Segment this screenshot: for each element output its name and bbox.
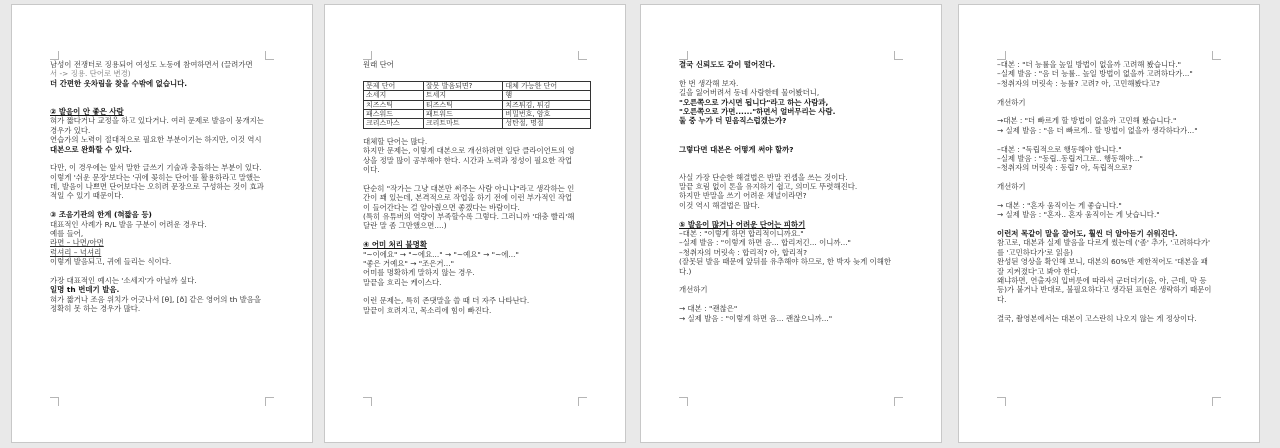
text-line: 다만, 이 경우에는 앞서 말한 글쓰기 기술과 충돌하는 부분이 있다. bbox=[50, 163, 262, 173]
text-line: 럭셔리 – 넉셔리 bbox=[50, 247, 102, 257]
table-cell: 비밀번호, 암호 bbox=[503, 110, 591, 119]
text-line: ② 발음이 안 좋은 사람 bbox=[50, 106, 124, 116]
text-line: –청취자의 머릿속 : 능률? 고려? 아, 고민해봤다고? bbox=[997, 78, 1160, 88]
text-line: "~이에요" → "~에요..." → "~예요" → "~에..." bbox=[363, 249, 519, 259]
blank-line bbox=[50, 88, 278, 97]
text-line: 사실 가장 단순한 해결법은 반말 컨셉을 쓰는 것이다. bbox=[679, 172, 848, 182]
text-line: 이렇게 '쉬운 문장'보다는 '귀에 꽂히는 단어'를 활용하라고 말했는 bbox=[50, 172, 261, 182]
text-line: 달란 말 좀 그만했으면....) bbox=[363, 221, 447, 231]
text-line: ④ 어미 처리 불명확 bbox=[363, 240, 427, 250]
text-line: –실제 발음 : "음 더 능률.. 높일 방법이 없을까 고려하다가..." bbox=[997, 69, 1193, 79]
blank-line bbox=[997, 304, 1225, 313]
text-line: 다. bbox=[997, 294, 1007, 304]
text-line: 더 간편한 옷차림을 찾을 수밖에 없습니다. bbox=[50, 78, 188, 88]
table-cell: 트세지 bbox=[423, 91, 502, 100]
margin-mark bbox=[1212, 51, 1221, 60]
text-line: → 실제 발음 : "이렇게 하면 음... 괜찮으니까..." bbox=[679, 313, 833, 323]
word-table bbox=[363, 81, 591, 129]
table-header-cell: 잘못 발음되면? bbox=[423, 81, 502, 90]
table-row bbox=[364, 100, 591, 109]
text-line: 결국, 촬영본에서는 대본이 고스란히 나오지 않는 게 정상이다. bbox=[997, 313, 1197, 323]
text-line: 개선하기 bbox=[679, 285, 708, 295]
table-row bbox=[364, 110, 591, 119]
text-line: –실제 발음 : "동립..동립저그로.. 행동해야..." bbox=[997, 153, 1143, 163]
table-row bbox=[364, 91, 591, 100]
blank-line bbox=[679, 295, 907, 304]
table-cell: 치즈스틱 bbox=[364, 100, 424, 109]
text-line: 결국 신뢰도도 같이 떨어진다. bbox=[679, 60, 776, 69]
text-line: 이다. bbox=[363, 164, 380, 174]
text-line: 가장 대표적인 예시는 '소세지'가 아닐까 싶다. bbox=[50, 275, 197, 285]
margin-mark bbox=[50, 397, 59, 406]
page-text bbox=[50, 60, 278, 314]
page-text bbox=[997, 60, 1225, 323]
margin-mark bbox=[578, 51, 587, 60]
margin-mark bbox=[363, 397, 372, 406]
blank-line bbox=[363, 174, 591, 183]
text-line: 상을 정말 많이 공부해야 한다. 시간과 노력과 정성이 필요한 작업 bbox=[363, 155, 573, 165]
text-line: 말끝을 흐리는 케이스다. bbox=[363, 277, 442, 287]
blank-line bbox=[679, 163, 907, 172]
text-line: 어미를 명확하게 말하지 않는 경우. bbox=[363, 268, 475, 278]
text-line: → 실제 발음 : "혼자.. 혼자 움직이는 게 낫습니다." bbox=[997, 210, 1160, 220]
blank-line bbox=[679, 126, 907, 135]
text-line: 적일 수 있기 때문이다. bbox=[50, 191, 124, 201]
text-line: 서 -> 징용. 단어로 변경) bbox=[50, 69, 131, 79]
text-line: 다.) bbox=[679, 266, 692, 276]
text-line: (특히 유튜버의 역량이 부족할수록 그렇다. 그러니까 '대충 빨리'해 bbox=[363, 211, 575, 221]
margin-mark bbox=[894, 51, 903, 60]
blank-line bbox=[50, 201, 278, 210]
text-line: 혀가 짧다거나 교정을 하고 있다거나. 여러 문제로 발음이 뭉개지는 bbox=[50, 116, 264, 126]
text-line: 한 번 생각해 보자. bbox=[679, 78, 739, 88]
margin-mark bbox=[363, 51, 372, 60]
blank-line bbox=[679, 154, 907, 163]
text-line: –대본 : "독립적으로 행동해야 합니다." bbox=[997, 144, 1122, 154]
text-line: 혀가 짧거나 조음 위치가 어긋나서 [θ], [ð] 같은 영어의 th 발음을 bbox=[50, 294, 262, 304]
document-page-2 bbox=[325, 5, 625, 442]
blank-line bbox=[50, 98, 278, 107]
text-line: 그렇다면 대본은 어떻게 써야 할까? bbox=[679, 144, 794, 154]
table-cell: 햄 bbox=[503, 91, 591, 100]
text-line: (잘못된 발음 때문에 앞뒤를 유추해야 하므로, 한 박자 늦게 이해한 bbox=[679, 257, 892, 267]
text-line: 개선하기 bbox=[997, 97, 1026, 107]
margin-mark bbox=[265, 397, 274, 406]
text-line: 등)가 붙거나 반대로, 불필요하다고 생각된 표현은 생략하기 때문이 bbox=[997, 285, 1212, 295]
table-cell: 패트워드 bbox=[423, 110, 502, 119]
margin-mark bbox=[997, 51, 1006, 60]
blank-line bbox=[363, 287, 591, 296]
blank-line bbox=[997, 107, 1225, 116]
text-line: 경우가 있다. bbox=[50, 125, 91, 135]
text-line: 잘 지켜졌다'고 봐야 한다. bbox=[997, 266, 1080, 276]
table-header-cell: 대체 가능한 단어 bbox=[503, 81, 591, 90]
blank-line bbox=[679, 276, 907, 285]
table-header-cell: 문제 단어 bbox=[364, 81, 424, 90]
document-page-1 bbox=[12, 5, 312, 442]
text-line: 연습가의 노력이 절대적으로 필요한 부분이기는 하지만, 이것 역시 bbox=[50, 135, 262, 145]
text-line: ⑤ 발음이 많거나 어려운 단어는 피하기 bbox=[679, 219, 806, 229]
text-line: 대본으로 완화할 수 있다. bbox=[50, 144, 132, 154]
table-row bbox=[364, 119, 591, 128]
blank-line bbox=[50, 154, 278, 163]
text-line: 남성이 전쟁터로 징용되어 여성도 노동에 참여하면서 (끌려가면 bbox=[50, 60, 253, 69]
text-line: ③ 조음기관의 한계 (혀짧음 등) bbox=[50, 210, 152, 220]
blank-line bbox=[997, 191, 1225, 200]
table-cell: 패스워드 bbox=[364, 110, 424, 119]
text-line: → 대본 : "괜찮은" bbox=[679, 304, 738, 314]
margin-mark bbox=[997, 397, 1006, 406]
margin-mark bbox=[50, 51, 59, 60]
page-text bbox=[679, 60, 907, 323]
blank-line bbox=[997, 135, 1225, 144]
text-line: 하지만 반말을 쓰기 어려운 채널이라면? bbox=[679, 191, 807, 201]
text-line: "오른쪽으로 가시면 됩니다"라고 하는 사람과, bbox=[679, 97, 829, 107]
text-line: 둘 중 누가 더 믿음직스럽겠는가? bbox=[679, 116, 787, 126]
margin-mark bbox=[265, 51, 274, 60]
margin-mark bbox=[578, 397, 587, 406]
table-cell: 크리스마스 bbox=[364, 119, 424, 128]
text-line: –실제 발음 : "이렇게 하면 음... 합리저긴... 이니까..." bbox=[679, 238, 851, 248]
text-line: 라면 – 나면/아면 bbox=[50, 238, 104, 248]
table-cell: 티즈스틱 bbox=[423, 100, 502, 109]
text-line: 이것 역시 해결법은 많다. bbox=[679, 200, 760, 210]
text-line: 대체할 단어는 많다. bbox=[363, 136, 428, 146]
text-line: 단순히 "작가는 그냥 대본만 써주는 사람 아니냐"라고 생각하는 인 bbox=[363, 183, 575, 193]
text-line: –청취자의 머릿속 : 동립? 아, 독립적으로? bbox=[997, 163, 1133, 173]
text-line: → 실제 발음 : "음 더 빠르게.. 할 방법이 없을까 생각하다가..." bbox=[997, 125, 1198, 135]
margin-mark bbox=[1212, 397, 1221, 406]
blank-line bbox=[997, 88, 1225, 97]
text-line: 대표적인 사례가 R/L 발음 구분이 어려운 경우다. bbox=[50, 219, 207, 229]
document-page-3 bbox=[641, 5, 941, 442]
text-line: –대본 : "이렇게 하면 합리적이니까요." bbox=[679, 229, 804, 239]
blank-line bbox=[679, 69, 907, 78]
text-line: 정확히 못 하는 경우가 많다. bbox=[50, 304, 141, 314]
text-line: 말끝 흐림 없이 톤을 유지하기 쉽고, 의미도 뚜렷해진다. bbox=[679, 182, 858, 192]
table-cell: 소세지 bbox=[364, 91, 424, 100]
blank-line bbox=[679, 210, 907, 219]
text-line: –대본 : "더 능률을 높일 방법이 없을까 고려해 봤습니다." bbox=[997, 60, 1182, 69]
text-line: 말끝이 흐려지고, 목소리에 힘이 빠진다. bbox=[363, 305, 492, 315]
text-line: 데, 발음이 나쁘면 단어보다는 오히려 문장으로 구성하는 것이 효과 bbox=[50, 182, 264, 192]
text-line: 를 '고민하다가'로 읽음) bbox=[997, 247, 1073, 257]
table-header-row bbox=[364, 81, 591, 90]
page-text bbox=[363, 60, 591, 315]
blank-line bbox=[363, 231, 591, 240]
text-line: 이렇게 발음되고, 귀에 들리는 식이다. bbox=[50, 257, 172, 267]
text-line: 이런 문제는, 특히 존댓말을 쓸 때 더 자주 나타난다. bbox=[363, 296, 530, 306]
blank-line bbox=[50, 267, 278, 276]
text-line: 이런저 목같이 말을 잘어도, 훨씬 더 알아듣기 쉬워진다. bbox=[997, 229, 1178, 239]
text-line: → 대본 : "혼자 움직이는 게 좋습니다." bbox=[997, 200, 1122, 210]
blank-line bbox=[997, 173, 1225, 182]
table-cell: 성탄절, 명절 bbox=[503, 119, 591, 128]
text-line: 왜냐하면, 연출자의 입버릇에 따라서 군더더기(음, 아, 근데, 막 등 bbox=[997, 275, 1207, 285]
text-line: 이 들어간다는 걸 알아줬으면 좋겠다는 바람이다. bbox=[363, 202, 520, 212]
text-line: 간이 꽤 있는데, 본격적으로 작업을 하기 전에 이런 부가적인 작업 bbox=[363, 193, 573, 203]
table-cell: 크리트마트 bbox=[423, 119, 502, 128]
blank-line bbox=[679, 135, 907, 144]
table-cell: 치즈튀김, 튀김 bbox=[503, 100, 591, 109]
text-line: 완성된 영상을 확인해 보니, 대본의 60%만 제한적어도 '대본을 패 bbox=[997, 257, 1208, 267]
text-line: "좋은 거예요" → "조은거..." bbox=[363, 258, 455, 268]
text-line: 개선하기 bbox=[997, 182, 1026, 192]
blank-line bbox=[997, 220, 1225, 229]
text-line: 참고로, 대본과 실제 발음을 다르게 썼는데 ('좀' 추가, '고려하다가' bbox=[997, 238, 1210, 248]
margin-mark bbox=[894, 397, 903, 406]
text-line: 예를 들어, bbox=[50, 229, 84, 239]
document-page-4 bbox=[959, 5, 1259, 442]
margin-mark bbox=[679, 397, 688, 406]
text-line: 길을 잃어버려서 동네 사람한테 물어봤더니, bbox=[679, 88, 820, 98]
text-line: "오른쪽으로 가면......"하면서 얼버무리는 사람. bbox=[679, 106, 836, 116]
table-intro: 원래 단어 bbox=[363, 60, 394, 69]
text-line: →대본 : "더 빠르게 할 방법이 없을까 고민해 봤습니다." bbox=[997, 116, 1177, 126]
margin-mark bbox=[679, 51, 688, 60]
text-line: 일명 th 번데기 발음. bbox=[50, 285, 120, 295]
text-line: –청취자의 머릿속 : 합리적? 아, 합리적? bbox=[679, 247, 808, 257]
text-line: 하지만 문제는, 이렇게 대본으로 개선하려면 일단 클라이언트의 영 bbox=[363, 146, 575, 156]
